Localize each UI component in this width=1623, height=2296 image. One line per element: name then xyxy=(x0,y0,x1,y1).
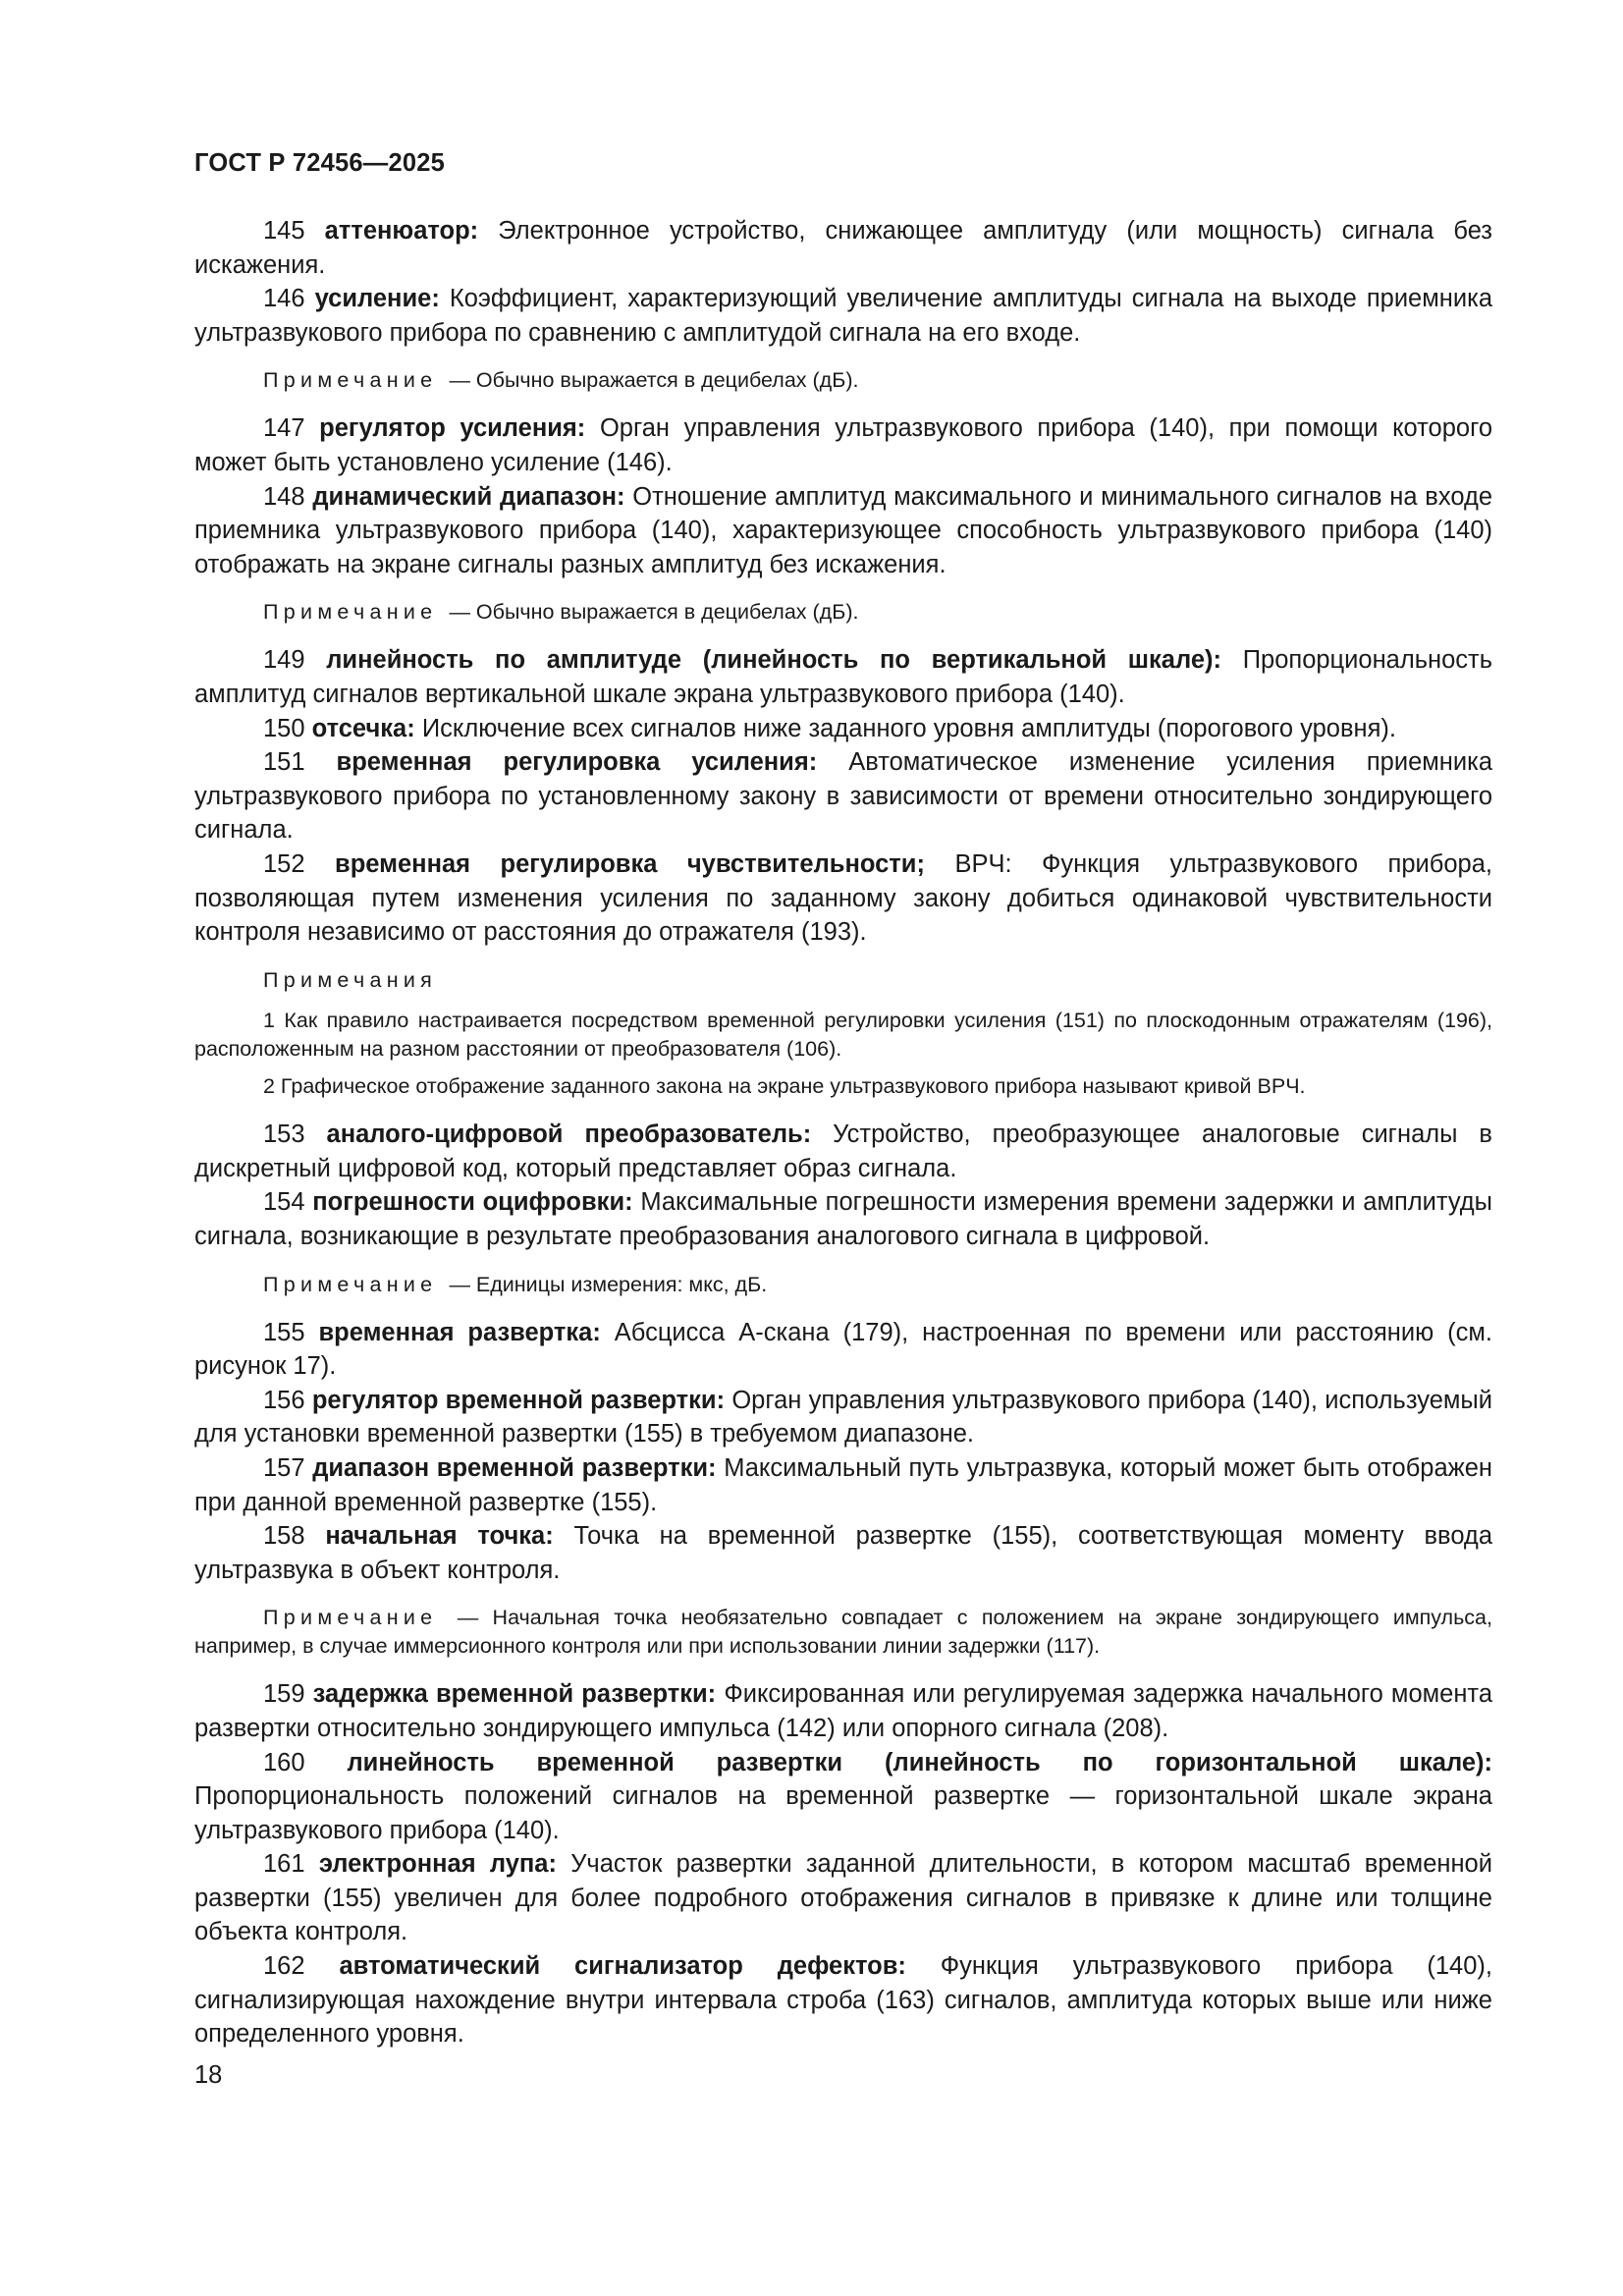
term-definition: Орган управления ультразвукового прибора (140), используемый для установки временной развертки (155) в требуемом диапазоне. xyxy=(194,1386,1492,1449)
term-entry-159 xyxy=(194,1677,1492,1745)
document-body xyxy=(194,214,1492,2051)
term-entry-148 xyxy=(194,480,1492,582)
term-number: 147 xyxy=(263,414,305,443)
term-number: 146 xyxy=(263,285,305,313)
notes-item: 1 Как правило настраивается посредством временной регулировки усиления (151) по плоскодонным отражателям (196), расположенным на разном расстоянии от преобразователя (106). xyxy=(194,1008,1492,1062)
term-definition: Участок развертки заданной длительности, в котором масштаб временной развертки (155) увеличен для более подробного отображения сигналов в привязке к длине или толщине объекта контроля. xyxy=(194,1850,1492,1946)
term-name: регулятор усиления: xyxy=(319,414,586,443)
document-header: ГОСТ Р 72456—2025 xyxy=(194,149,446,177)
notes-item: 2 Графическое отображение заданного закона на экране ультразвукового прибора называют кривой ВРЧ. xyxy=(263,1073,1306,1098)
term-entry-147 xyxy=(194,411,1492,479)
note xyxy=(194,1604,1492,1661)
term-number: 155 xyxy=(263,1318,305,1346)
term-definition: Пропорциональность амплитуд сигналов вертикальной шкале экрана ультразвукового прибора (140). xyxy=(194,646,1492,708)
term-entry-156 xyxy=(194,1384,1492,1451)
note xyxy=(194,598,1492,627)
term-name: временная регулировка чувствительности; xyxy=(335,849,925,878)
term-entry-160 xyxy=(194,1746,1492,1848)
note-label: Примечание xyxy=(263,1606,438,1630)
term-entry-161 xyxy=(194,1847,1492,1949)
term-entry-155 xyxy=(194,1316,1492,1384)
term-number: 158 xyxy=(263,1522,305,1551)
note-label: Примечание xyxy=(263,368,438,393)
term-number: 157 xyxy=(263,1453,305,1482)
term-number: 161 xyxy=(263,1850,305,1879)
term-name: аналого-цифровой преобразователь: xyxy=(326,1121,812,1149)
term-definition: Автоматическое изменение усиления приемника ультразвукового прибора по установленному закону в зависимости от времени относительно зондирующего сигнала. xyxy=(194,748,1493,845)
term-name: регулятор временной развертки: xyxy=(311,1386,726,1414)
term-name: начальная точка: xyxy=(325,1522,554,1551)
term-name: задержка временной развертки: xyxy=(312,1680,717,1709)
term-entry-150 xyxy=(194,712,1492,746)
note-label: Примечание xyxy=(263,1272,438,1296)
term-number: 151 xyxy=(263,748,305,777)
term-number: 153 xyxy=(263,1121,305,1149)
term-definition: Абсцисса А-скана (179), настроенная по времени или расстоянию (см. рисунок 17). xyxy=(194,1318,1492,1381)
term-definition: Точка на временной развертке (155), соответствующая моменту ввода ультразвука в объект контроля. xyxy=(194,1522,1492,1584)
term-entry-158 xyxy=(194,1519,1492,1587)
term-entry-153 xyxy=(194,1118,1492,1185)
term-number: 156 xyxy=(263,1386,305,1414)
term-definition: Фиксированная или регулируемая задержка начального момента развертки относительно зондирующего импульса (142) или опорного сигнала (208). xyxy=(194,1680,1492,1742)
term-number: 145 xyxy=(263,217,305,245)
term-number: 160 xyxy=(263,1748,305,1777)
term-name: отсечка: xyxy=(311,714,415,742)
term-definition: Исключение всех сигналов ниже заданного уровня амплитуды (порогового уровня). xyxy=(421,714,1396,742)
note xyxy=(194,1271,1492,1299)
document-page xyxy=(194,147,1492,2051)
note-text: — Обычно выражается в децибелах (дБ). xyxy=(449,368,859,393)
term-entry-152 xyxy=(194,847,1492,950)
term-name: электронная лупа: xyxy=(318,1850,557,1879)
term-number: 150 xyxy=(263,714,305,742)
term-name: линейность временной развертки (линейность по горизонтальной шкале): xyxy=(347,1748,1492,1777)
note-label: Примечание xyxy=(263,600,438,625)
term-entry-154 xyxy=(194,1185,1492,1253)
term-entry-146 xyxy=(194,282,1492,350)
term-name: временная развертка: xyxy=(318,1318,601,1346)
term-number: 148 xyxy=(263,482,305,511)
term-number: 149 xyxy=(263,646,305,675)
term-name: аттенюатор: xyxy=(324,217,479,245)
term-entry-149 xyxy=(194,643,1492,711)
note xyxy=(194,366,1492,395)
term-name: погрешности оцифровки: xyxy=(312,1188,633,1217)
term-definition: Отношение амплитуд максимального и минимального сигналов на входе приемника ультразвукового прибора (140), характеризующее способность ультразвукового прибора (140) отображать на экране сигналы разных амплитуд без искажения. xyxy=(194,482,1493,578)
notes-title: Примечания xyxy=(263,967,438,992)
term-name: линейность по амплитуде (линейность по вертикальной шкале): xyxy=(326,646,1221,675)
term-entry-145 xyxy=(194,214,1492,282)
term-entry-157 xyxy=(194,1451,1492,1519)
term-definition: Орган управления ультразвукового прибора (140), при помощи которого может быть установлено усиление (146). xyxy=(194,414,1492,476)
term-definition: Максимальный путь ультразвука, который может быть отображен при данной временной развертке (155). xyxy=(194,1453,1492,1516)
term-name: усиление: xyxy=(314,285,440,313)
term-definition: Устройство, преобразующее аналоговые сигналы в дискретный цифровой код, который представляет образ сигнала. xyxy=(194,1121,1492,1182)
note-text: — Единицы измерения: мкс, дБ. xyxy=(449,1272,768,1296)
page-number: 18 xyxy=(194,2061,223,2089)
term-definition: Максимальные погрешности измерения времени задержки и амплитуды сигнала, возникающие в результате преобразования аналогового сигнала в цифровой. xyxy=(194,1188,1492,1250)
term-number: 152 xyxy=(263,849,305,878)
term-definition: Электронное устройство, снижающее амплитуду (или мощность) сигнала без искажения. xyxy=(194,217,1493,279)
term-name: автоматический сигнализатор дефектов: xyxy=(339,1952,906,1981)
term-number: 159 xyxy=(263,1680,305,1709)
notes-block xyxy=(194,966,1492,1102)
term-name: временная регулировка усиления: xyxy=(336,748,818,777)
term-entry-162 xyxy=(194,1949,1492,2051)
term-name: динамический диапазон: xyxy=(312,482,625,511)
term-definition: ВРЧ: Функция ультразвукового прибора, позволяющая путем изменения усиления по заданному закону добиться одинаковой чувствительности контроля независимо от расстояния до отражателя (193). xyxy=(194,849,1492,947)
term-name: диапазон временной развертки: xyxy=(312,1453,717,1482)
term-number: 154 xyxy=(263,1188,305,1217)
term-definition: Пропорциональность положений сигналов на временной развертке — горизонтальной шкале экрана ультразвукового прибора (140). xyxy=(194,1782,1492,1844)
term-definition: Функция ультразвукового прибора (140), сигнализирующая нахождение внутри интервала строба (163) сигналов, амплитуда которых выше или ниже определенного уровня. xyxy=(194,1952,1492,2049)
note-text: — Обычно выражается в децибелах (дБ). xyxy=(449,600,859,625)
term-definition: Коэффициент, характеризующий увеличение амплитуды сигнала на выходе приемника ультразвукового прибора по сравнению с амплитудой сигнала на его входе. xyxy=(194,285,1492,347)
term-number: 162 xyxy=(263,1952,305,1981)
term-entry-151 xyxy=(194,745,1492,847)
note-text: — Начальная точка необязательно совпадает с положением на экране зондирующего импульса, например, в случае иммерсионного контроля или при использовании линии задержки (117). xyxy=(194,1606,1492,1659)
